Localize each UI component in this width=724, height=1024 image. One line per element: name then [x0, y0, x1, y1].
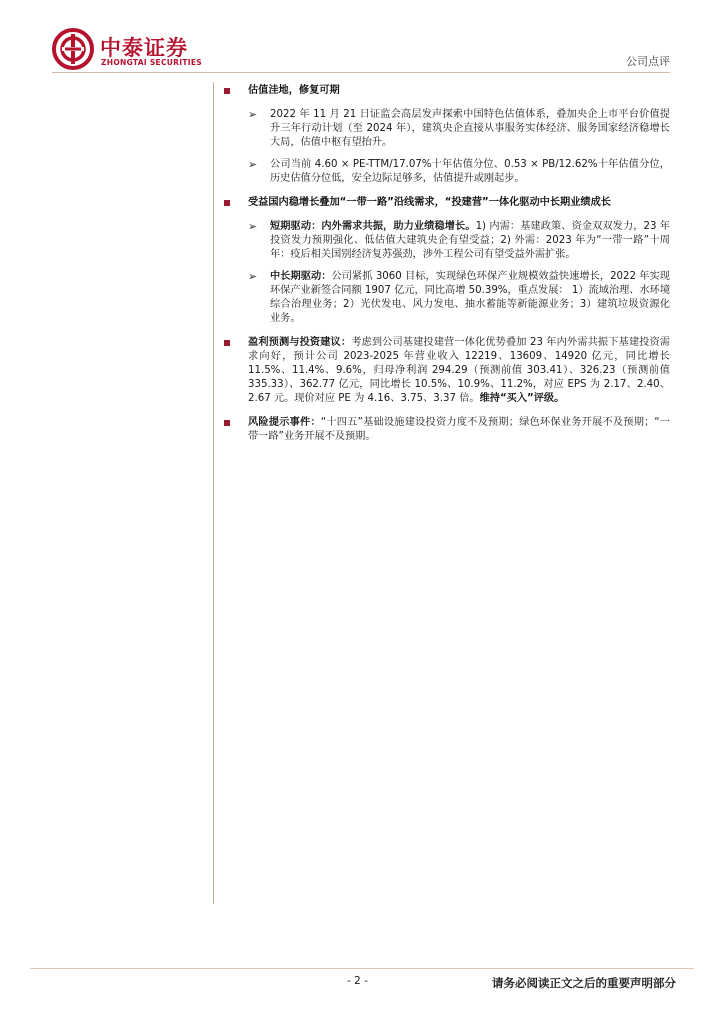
paragraph-text: 2022 年 11 月 21 日证监会高层发声探索中国特色估值体系，叠加央企上市平台价值提升三年行动计划（至 2024 年），建筑央企直接从事服务实体经济、服务国家经济稳增长大局，估值中枢有望抬升。 [270, 109, 670, 148]
brand-name-en: ZHONGTAI SECURITIES [101, 58, 202, 67]
main-content [222, 84, 670, 454]
disclaimer-notice: 请务必阅读正文之后的重要声明部分 [492, 976, 676, 990]
section-lead: 盈利预测与投资建议： [248, 337, 352, 348]
rating-text: 维持“买入”评级。 [479, 393, 565, 404]
brand-logo [52, 28, 222, 72]
paragraph-text: 公司当前 4.60 × PE-TTM/17.07%十年估值分位、0.53 × PB/12.62%十年估值分位，历史估值分位低，安全边际足够多，估值提升或刚起步。 [270, 159, 670, 184]
paragraph-text: 考虑到公司基建投建营一体化优势叠加 23 年内外需共振下基建投资需求向好，预计公司 2023-2025 年营业收入 12219、13609、14920 亿元，同比增长 11.5%、11.4%、9.6%，归母净利润 294.29（预测前值 303.41）、326.23（预测前值 335.33）、362.77 亿元，同比增长 10.5%、10.9%、11.2%，对应 EPS 为 2.17、2.40、2.67 元。现价对应 PE 为 4.16、3.75、3.37 倍。 [248, 337, 670, 404]
section-lead: 风险提示事件： [248, 417, 321, 428]
paragraph-text: 1) 内需：基建政策、资金双双发力，23 年投资发力预期强化、低估值大建筑央企有望受益；2) 外需：2023 年为“一带一路”十周年：疫后相关国别经济复苏强劲，涉外工程公司有望受益外需扩张。 [270, 221, 670, 260]
arrow-bullet-icon: ➢ [248, 158, 258, 171]
bullet-square-icon [224, 88, 230, 94]
bullet-square-icon [224, 200, 230, 206]
zhongtai-logo-icon [52, 28, 94, 70]
paragraph [248, 416, 670, 444]
page-number: - 2 - [347, 975, 368, 987]
arrow-bullet-icon: ➢ [248, 108, 258, 121]
paragraph-text: “十四五”基础设施建设投资力度不及预期；绿色环保业务开展不及预期；“一带一路”业务开展不及预期。 [248, 417, 670, 442]
report-type: 公司点评 [626, 55, 670, 68]
sub-point-lead: 中长期驱动： [270, 271, 332, 282]
section-forecast [222, 336, 670, 406]
bullet-square-icon [224, 420, 230, 426]
paragraph [248, 336, 670, 406]
section-valuation [222, 84, 670, 186]
paragraph-text: 公司紧抓 3060 目标，实现绿色环保产业规模效益快速增长，2022 年实现环保产业新签合同额 1907 亿元，同比高增 50.39%，重点发展： 1）流域治理、水环境综合治理业务；2）光伏发电、风力发电、抽水蓄能等新能源业务；3）建筑垃圾资源化业务。 [270, 271, 671, 324]
left-vertical-rule [213, 82, 214, 904]
section-risk [222, 416, 670, 444]
sub-point [248, 270, 670, 326]
section-title: 估值洼地，修复可期 [248, 85, 340, 96]
sub-point [248, 158, 670, 186]
arrow-bullet-icon: ➢ [248, 220, 258, 233]
sub-point [248, 108, 670, 150]
arrow-bullet-icon: ➢ [248, 270, 258, 283]
header-divider [52, 72, 670, 73]
section-title: 受益国内稳增长叠加“一带一路”沿线需求，“投建营”一体化驱动中长期业绩成长 [248, 197, 611, 208]
footer-divider [30, 968, 694, 969]
bullet-square-icon [224, 340, 230, 346]
sub-point-lead: 短期驱动：内外需求共振，助力业绩稳增长。 [270, 221, 476, 232]
brand-name-cn: 中泰证券 [100, 36, 188, 60]
section-growth [222, 196, 670, 326]
sub-point [248, 220, 670, 262]
